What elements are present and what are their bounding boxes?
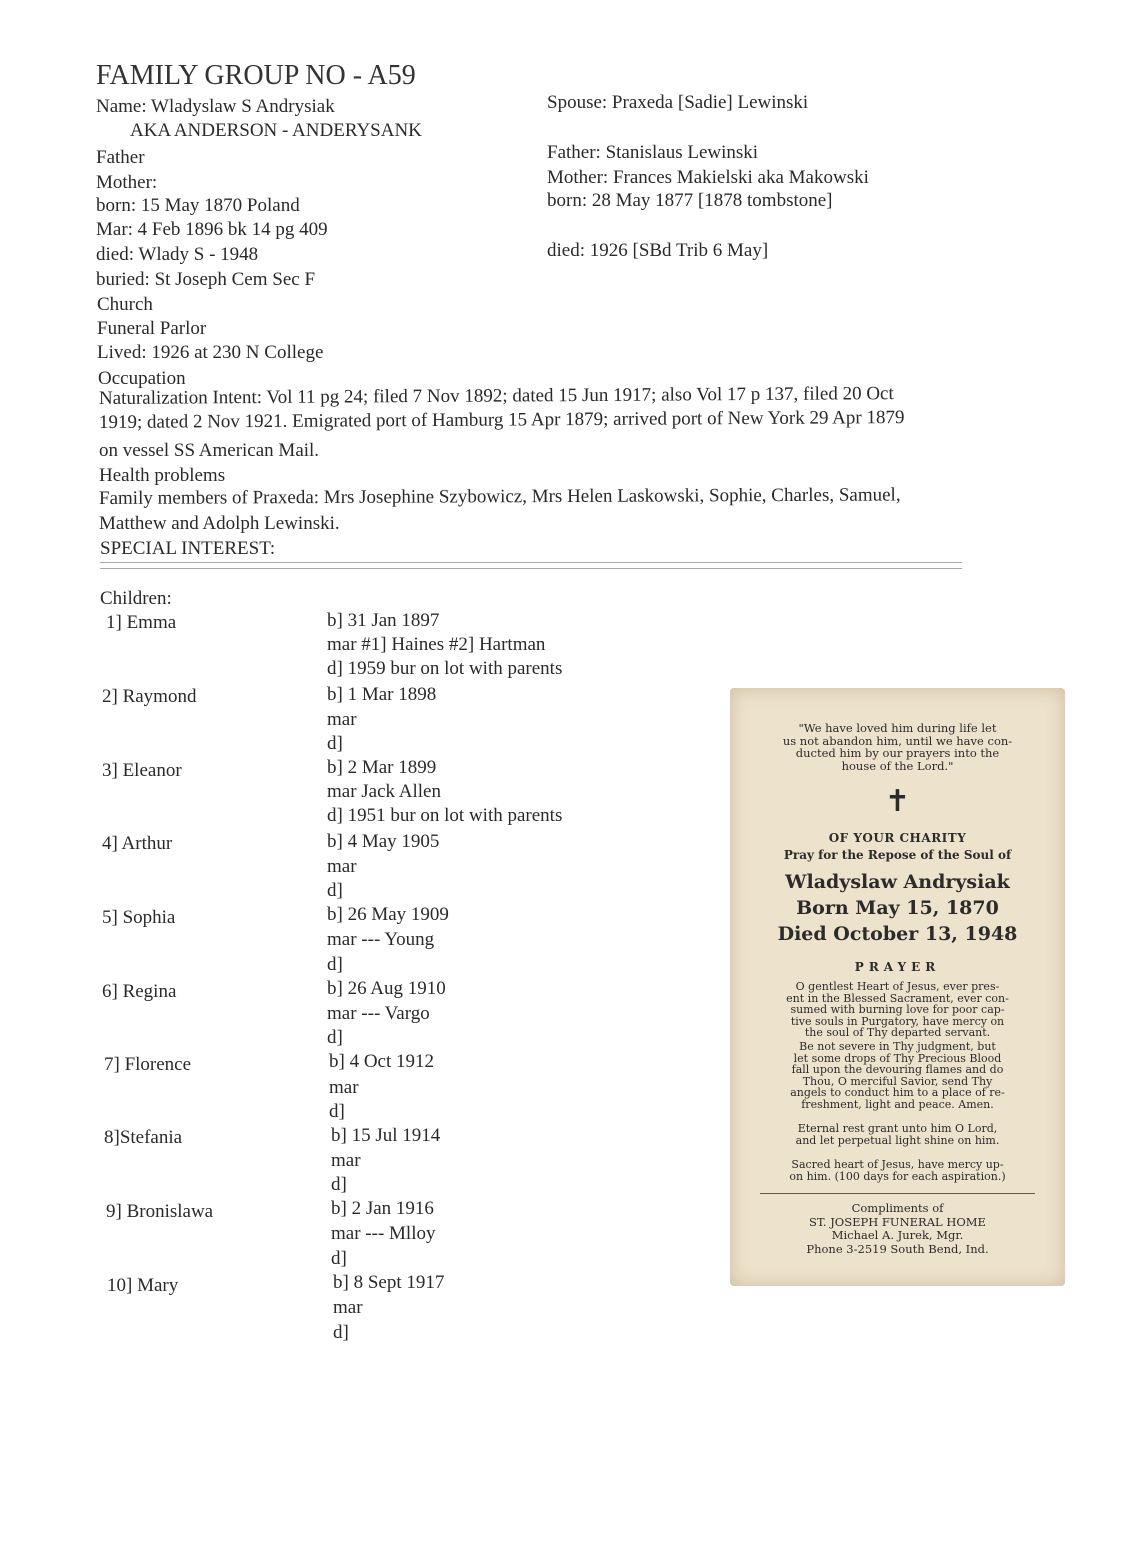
child-died: d] <box>327 733 343 754</box>
buried-line: buried: St Joseph Cem Sec F <box>96 269 316 290</box>
lived-line: Lived: 1926 at 230 N College <box>97 342 324 363</box>
card-prayer-para-1 <box>730 981 1065 1039</box>
child-born: b] 31 Jan 1897 <box>327 610 440 631</box>
child-born: b] 8 Sept 1917 <box>333 1272 445 1293</box>
church-line: Church <box>97 294 153 315</box>
child-name: 3] Eleanor <box>102 760 182 781</box>
child-died: d] 1951 bur on lot with parents <box>327 805 563 826</box>
children-label: Children: <box>100 588 172 609</box>
prayer-card <box>730 688 1065 1286</box>
naturalization-line-3: on vessel SS American Mail. <box>99 440 320 461</box>
compliments-line: ST. JOSEPH FUNERAL HOME <box>809 1214 986 1229</box>
card-pray-for: Pray for the Repose of the Soul of <box>783 848 1012 862</box>
child-born: b] 26 May 1909 <box>327 904 449 925</box>
prayer-line: ent in the Blessed Sacrament, ever con- <box>786 991 1009 1005</box>
prayer-line: and let perpetual light shine on him. <box>795 1133 1000 1147</box>
quote-line: ducted him by our prayers into the <box>795 746 1000 760</box>
special-interest-line: SPECIAL INTEREST: <box>100 538 276 559</box>
prayer-line: fall upon the devouring flames and do <box>791 1063 1004 1077</box>
child-name: 5] Sophia <box>102 907 176 928</box>
child-born: b] 4 Oct 1912 <box>329 1051 435 1072</box>
child-born: b] 26 Aug 1910 <box>327 978 446 999</box>
family-members-line-2: Matthew and Adolph Lewinski. <box>99 513 340 534</box>
child-born: b] 2 Jan 1916 <box>331 1198 434 1219</box>
card-prayer-heading: PRAYER <box>854 960 941 974</box>
child-born: b] 2 Mar 1899 <box>327 757 437 778</box>
prayer-line: on him. (100 days for each aspiration.) <box>789 1169 1006 1183</box>
child-marriage: mar --- Young <box>327 929 435 950</box>
child-died: d] <box>331 1174 347 1195</box>
child-born: b] 15 Jul 1914 <box>331 1125 441 1146</box>
prayer-line: Eternal rest grant unto him O Lord, <box>797 1122 998 1135</box>
family-members-line: Family members of Praxeda: Mrs Josephine Szybowicz, Mrs Helen Laskowski, Sophie, Charles, Samuel, <box>98 484 901 509</box>
child-died: d] <box>329 1101 345 1122</box>
compliments-line: Phone 3-2519 South Bend, Ind. <box>806 1241 989 1256</box>
child-marriage: mar --- Vargo <box>327 1003 430 1024</box>
card-compliments <box>730 1202 1065 1256</box>
marriage-line: Mar: 4 Feb 1896 bk 14 pg 409 <box>96 219 328 240</box>
naturalization-line-2: 1919; dated 2 Nov 1921. Emigrated port of Hamburg 15 Apr 1879; arrived port of New York 29 Apr 1879 <box>98 407 905 433</box>
child-marriage: mar <box>327 709 357 730</box>
card-died: Died October 13, 1948 <box>777 923 1018 945</box>
card-deceased-name: Wladyslaw Andrysiak <box>785 871 1010 893</box>
prayer-line: the soul of Thy departed servant. <box>804 1026 991 1040</box>
child-died: d] <box>327 1027 343 1048</box>
prayer-line: Be not severe in Thy judgment, but <box>799 1040 996 1053</box>
child-name: 8]Stefania <box>104 1127 183 1148</box>
cross-icon: ✝ <box>884 784 911 819</box>
prayer-line: freshment, light and peace. Amen. <box>801 1097 994 1111</box>
card-quote <box>730 722 1065 772</box>
child-name: 1] Emma <box>106 612 177 633</box>
card-charity: OF YOUR CHARITY <box>828 831 967 845</box>
prayer-line: sumed with burning love for poor cap- <box>790 1003 1005 1017</box>
health-problems-line: Health problems <box>99 465 226 486</box>
child-marriage: mar Jack Allen <box>327 781 441 802</box>
prayer-line: tive souls in Purgatory, have mercy on <box>790 1014 1005 1028</box>
child-born: b] 4 May 1905 <box>327 831 440 852</box>
born-line: born: 15 May 1870 Poland <box>96 195 300 216</box>
child-marriage: mar <box>333 1297 363 1318</box>
quote-line: "We have loved him during life let <box>798 721 997 735</box>
prayer-line: Thou, O merciful Savior, send Thy <box>802 1074 993 1088</box>
child-name: 7] Florence <box>104 1054 192 1075</box>
spouse-father-line: Father: Stanislaus Lewinski <box>547 142 759 163</box>
child-name: 4] Arthur <box>102 833 173 854</box>
child-name: 6] Regina <box>102 981 177 1002</box>
child-marriage: mar --- Mlloy <box>331 1223 436 1244</box>
prayer-line: let some drops of Thy Precious Blood <box>793 1051 1002 1065</box>
name-line: Name: Wladyslaw S Andrysiak <box>96 96 335 117</box>
mother-line: Mother: <box>96 172 158 193</box>
child-died: d] <box>331 1248 347 1269</box>
father-line: Father <box>96 147 145 168</box>
child-name: 2] Raymond <box>102 686 197 707</box>
child-name: 9] Bronislawa <box>106 1201 214 1222</box>
card-prayer-para-3 <box>730 1123 1065 1146</box>
spouse-line: Spouse: Praxeda [Sadie] Lewinski <box>547 92 809 113</box>
occupation-line: Occupation <box>98 368 186 389</box>
child-marriage: mar <box>327 856 357 877</box>
compliments-line: Michael A. Jurek, Mgr. <box>831 1228 964 1242</box>
family-group-title: FAMILY GROUP NO - A59 <box>96 60 416 91</box>
prayer-line: Sacred heart of Jesus, have mercy up- <box>791 1158 1004 1171</box>
card-born: Born May 15, 1870 <box>796 897 999 919</box>
spouse-died-line: died: 1926 [SBd Trib 6 May] <box>547 240 769 261</box>
aka-line: AKA ANDERSON - ANDERYSANK <box>130 120 422 141</box>
quote-line: house of the Lord." <box>841 758 954 773</box>
child-died: d] <box>333 1322 349 1343</box>
child-died: d] 1959 bur on lot with parents <box>327 658 563 679</box>
prayer-line: angels to conduct him to a place of re- <box>790 1086 1005 1100</box>
child-marriage: mar <box>331 1150 361 1171</box>
compliments-line: Compliments of <box>851 1201 944 1215</box>
naturalization-line-1: Naturalization Intent: Vol 11 pg 24; filed 7 Nov 1892; dated 15 Jun 1917; also Vol 17 p 137, filed 20 Oct <box>98 383 894 409</box>
died-line: died: Wlady S - 1948 <box>96 244 259 265</box>
child-died: d] <box>327 880 343 901</box>
funeral-parlor-line: Funeral Parlor <box>97 318 207 339</box>
child-name: 10] Mary <box>107 1275 179 1296</box>
separator-double-rule <box>100 562 962 569</box>
card-prayer-para-4 <box>730 1159 1065 1182</box>
spouse-born-line: born: 28 May 1877 [1878 tombstone] <box>547 190 833 211</box>
child-died: d] <box>327 954 343 975</box>
quote-line: us not abandon him, until we have con- <box>782 733 1013 748</box>
child-born: b] 1 Mar 1898 <box>327 684 437 705</box>
prayer-line: O gentlest Heart of Jesus, ever pres- <box>795 980 1000 993</box>
child-marriage: mar <box>329 1077 359 1098</box>
child-marriage: mar #1] Haines #2] Hartman <box>327 634 546 655</box>
card-prayer-para-2 <box>730 1041 1065 1111</box>
card-divider <box>760 1193 1035 1194</box>
spouse-mother-line: Mother: Frances Makielski aka Makowski <box>547 167 869 188</box>
